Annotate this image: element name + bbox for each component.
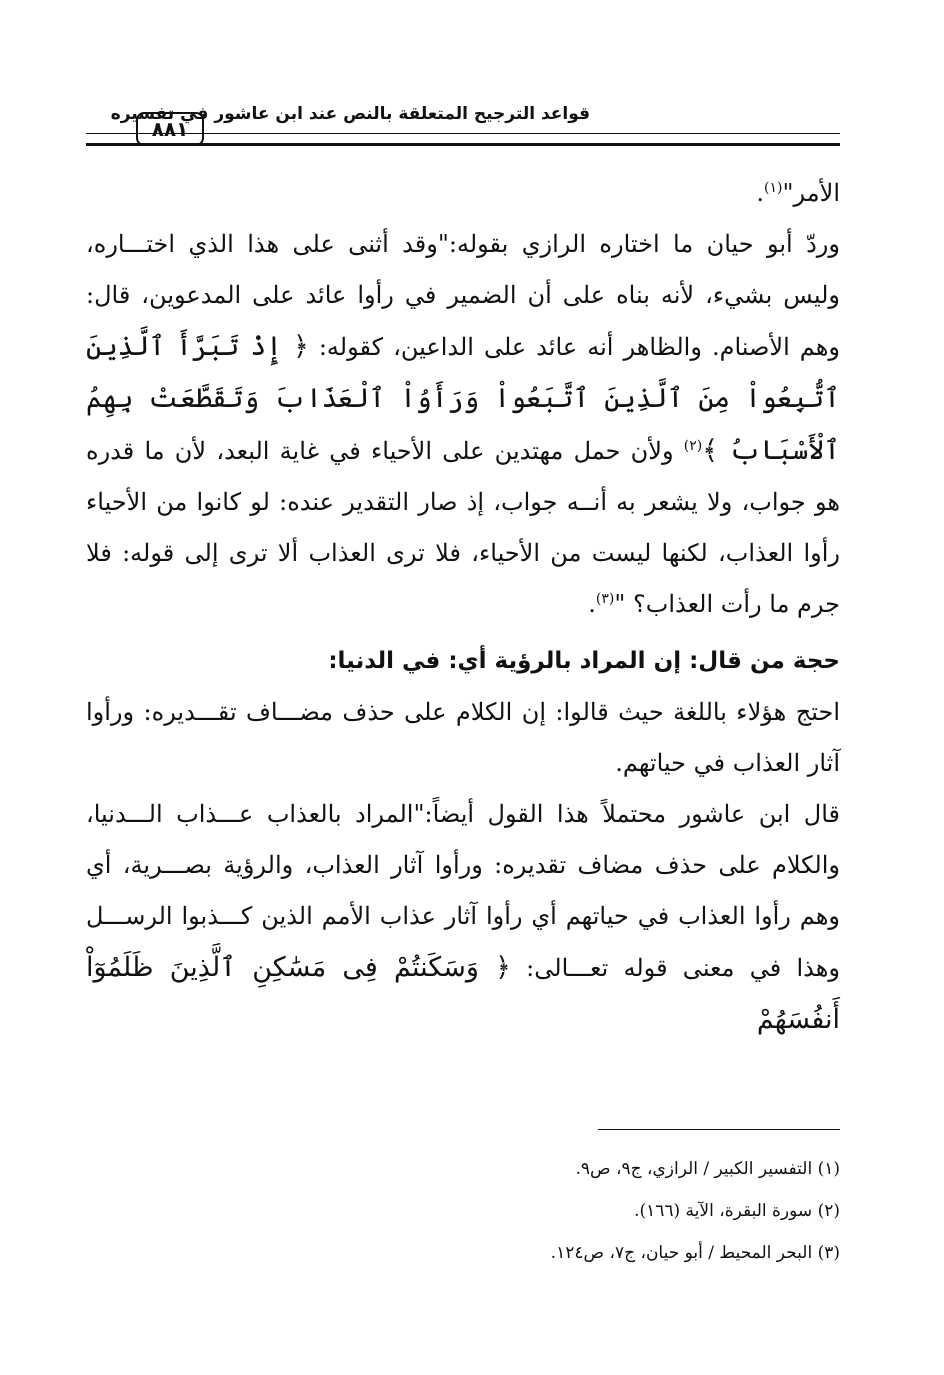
header-rule-thick: [86, 143, 840, 146]
header-rule: [86, 133, 840, 134]
paragraph-abu-hayyan: وردّ أبو حيان ما اختاره الرازي بقوله:"وقد أثنى على هذا الذي اختـــاره، وليس بشيء، لأنه بناه على أن الضمير في رأوا عائد على المدعوين، قال: وهم الأصنام. والظاهر أنه عائد على الداعين، كقوله: ﴿ إِذْ تَبَرَّأَ ٱلَّذِينَ ٱتُّبِعُواْ مِنَ ٱلَّذِينَ ٱتَّبَعُواْ وَرَأَوُاْ ٱلْعَذَابَ وَتَقَطَّعَتْ بِهِمُ ٱلْأَسْبَابُ ﴾$^{(٢)}$ ولأن حمل مهتدين على الأحياء في غاية البعد، لأن ما قدره هو جواب، ولا يشعر به أنــه جواب، إذ صار التقدير عنده: لو كانوا من الأحياء رأوا العذاب، لكنها ليست من الأحياء، فلا ترى العذاب ألا ترى إلى قوله: فلا جرم ما رأت العذاب؟ "$^{(٣)}$.: [86, 230, 840, 618]
page-number: ٨٨١: [136, 112, 204, 146]
quran-verse-2: ﴿ وَسَكَنتُمْ فِى مَسَٰكِنِ ٱلَّذِينَ ظَلَمُوٓاْ أَنفُسَهُمْ: [86, 952, 840, 1035]
footnote: (٣) البحر المحيط / أبو حيان، ج٧، ص١٢٤.: [550, 1243, 840, 1263]
main-text: [86, 168, 840, 1046]
footnote-separator: [598, 1129, 840, 1130]
footnote-ref-1: (١): [764, 180, 783, 196]
paragraph-argument: احتج هؤلاء باللغة حيث قالوا: إن الكلام على حذف مضـــاف تقـــديره: ورأوا آثار العذاب في حياتهم.: [86, 698, 840, 777]
section-heading: حجة من قال: إن المراد بالرؤية أي: في الدنيا:: [328, 648, 840, 674]
footnotes: [86, 1148, 840, 1274]
footnote: (١) التفسير الكبير / الرازي، ج٩، ص٩.: [575, 1159, 840, 1179]
footnote-ref-3: (٣): [595, 591, 615, 607]
running-title: قواعد الترجيح المتعلقة بالنص عند ابن عاشور في تفسيره: [110, 104, 590, 124]
quran-verse: ﴿ إِذْ تَبَرَّأَ ٱلَّذِينَ ٱتُّبِعُواْ مِنَ ٱلَّذِينَ ٱتَّبَعُواْ وَرَأَوُاْ ٱلْعَذَابَ وَتَقَطَّعَتْ بِهِمُ ٱلْأَسْبَابُ ﴾: [86, 331, 840, 466]
footnote: (٢) سورة البقرة، الآية (١٦٦).: [634, 1201, 840, 1221]
page-header: [86, 98, 840, 158]
paragraph-ibn-ashur: قال ابن عاشور محتملاً هذا القول أيضاً:"المراد بالعذاب عـــذاب الـــدنيا، والكلام على حذف مضاف تقديره: ورأوا آثار العذاب، والرؤية بصـــرية، أي وهم رأوا العذاب في حياتهم أي رأوا آثار عذاب الأمم الذين كـــذبوا الرســـل وهذا في معنى قوله تعـــالى: ﴿ وَسَكَنتُمْ فِى مَسَٰكِنِ ٱلَّذِينَ ظَلَمُوٓاْ أَنفُسَهُمْ: [86, 800, 840, 1035]
paragraph-continuation: الأمر"$^{(١)}$.: [756, 179, 840, 207]
footnote-ref-2: (٢): [683, 438, 703, 454]
